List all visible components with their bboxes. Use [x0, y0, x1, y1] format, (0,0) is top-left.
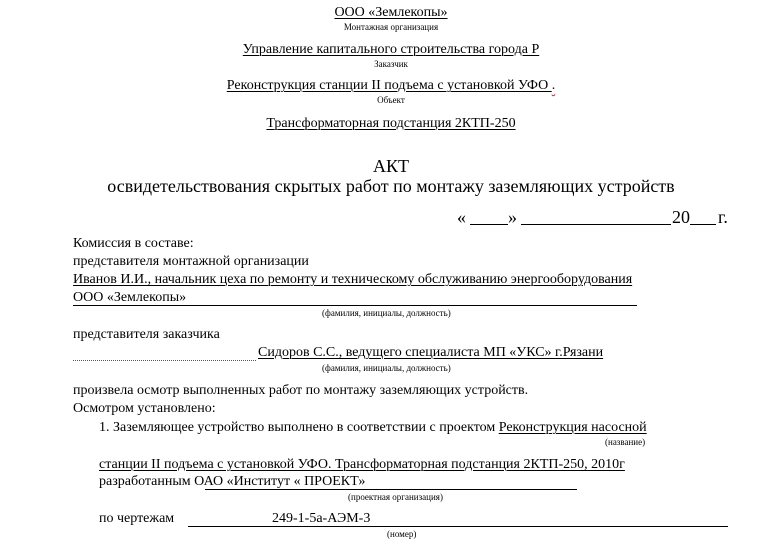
- item1-project: Реконструкция насосной: [498, 420, 647, 435]
- installer-rep-line2-underline: [73, 305, 637, 306]
- installer-label: представителя монтажной организации: [73, 254, 309, 269]
- date-open-quote: «: [457, 207, 466, 227]
- date-month-line: [521, 224, 671, 225]
- date-day-line: [470, 224, 508, 225]
- header-object: [0, 78, 782, 94]
- item1-cont: [99, 457, 625, 473]
- customer-rep-text: Сидоров С.С., ведущего специалиста МП «УКС» г.Рязани: [258, 345, 604, 360]
- header-customer: [0, 42, 782, 58]
- installer-rep-text: Иванов И.И., начальник цеха по ремонту и техническому обслуживанию энергооборудования: [73, 272, 633, 287]
- date-year-prefix: 20: [672, 207, 690, 227]
- header-substation: [0, 116, 782, 132]
- developed-line: [99, 474, 365, 490]
- drawings-label: по чертежам: [99, 511, 175, 526]
- customer-rep-line: [73, 360, 256, 361]
- org-name: ООО «Землекопы»: [334, 5, 448, 20]
- developer-underline: [205, 489, 577, 490]
- installer-rep-line1: [73, 272, 632, 288]
- date-year-line: [690, 224, 716, 225]
- established-text: Осмотром установлено:: [73, 401, 216, 416]
- header-org: [0, 5, 782, 21]
- act-title: АКТ: [373, 156, 409, 176]
- customer-name: Управление капитального строительства города Р: [242, 42, 540, 57]
- object-suffix: .: [551, 78, 556, 93]
- object-caption: Объект: [377, 95, 405, 105]
- customer-caption: Заказчик: [374, 59, 408, 69]
- date-close-quote: »: [508, 207, 517, 227]
- inspection-text: произвела осмотр выполненных работ по монтажу заземляющих устройств.: [73, 383, 529, 398]
- act-subtitle: освидетельствования скрытых работ по монтажу заземляющих устройств: [107, 176, 675, 196]
- design-org-caption: (проектная организация): [348, 492, 443, 502]
- fio-caption-1: (фамилия, инициалы, должность): [322, 308, 451, 318]
- substation-name: Трансформаторная подстанция 2КТП-250: [266, 116, 516, 131]
- item1-text: [99, 420, 647, 436]
- customer-rep: [258, 345, 603, 361]
- drawing-underline: [188, 526, 728, 527]
- installer-rep-line2: ООО «Землекопы»: [73, 290, 187, 305]
- customer-label: представителя заказчика: [73, 327, 220, 342]
- object-name: Реконструкция станции II подъема с установкой УФО: [226, 78, 552, 93]
- developer-name: ОАО «Институт « ПРОЕКТ»: [194, 474, 366, 489]
- item1-label: 1. Заземляющее устройство выполнено в соответствии с проектом: [99, 420, 499, 435]
- org-caption: Монтажная организация: [343, 22, 439, 32]
- item1-cont-text: станции II подъема с установкой УФО. Трансформаторная подстанция 2КТП-250, 2010г: [99, 457, 625, 472]
- drawing-number: 249-1-5а-АЭМ-3: [272, 511, 371, 526]
- commission-intro: Комиссия в составе:: [73, 236, 194, 251]
- fio-caption-2: (фамилия, инициалы, должность): [322, 363, 451, 373]
- developed-label: разработанным: [99, 474, 195, 489]
- date-suffix: г.: [718, 207, 728, 227]
- number-caption: (номер): [387, 529, 417, 539]
- name-caption: (название): [605, 437, 646, 447]
